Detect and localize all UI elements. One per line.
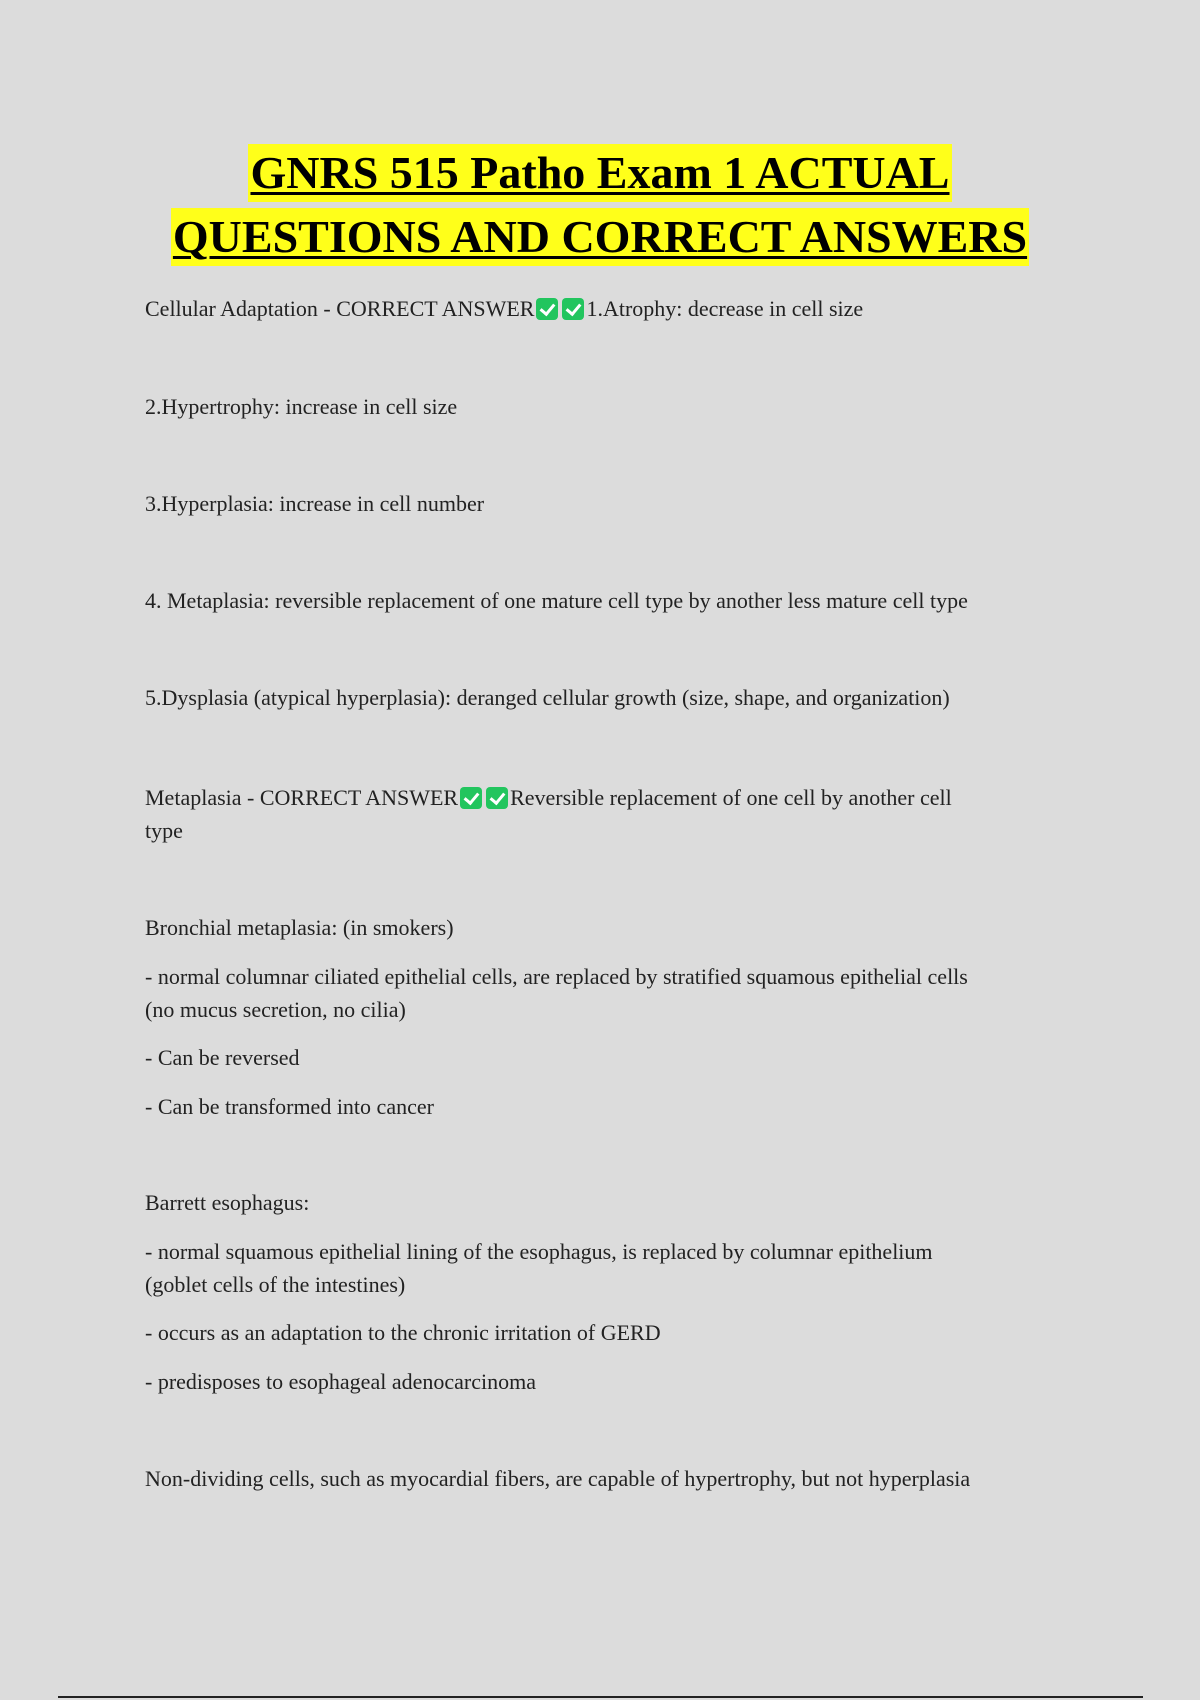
title-line-2: QUESTIONS AND CORRECT ANSWERS	[171, 208, 1029, 266]
barrett-point-1-cont: (goblet cells of the intestines)	[145, 1272, 406, 1297]
question-prefix: Metaplasia - CORRECT ANSWER	[145, 785, 459, 810]
check-mark-icon	[486, 787, 508, 809]
answer-item-4: 4. Metaplasia: reversible replacement of one mature cell type by another less mature cell type	[145, 588, 968, 613]
barrett-point-1: - normal squamous epithelial lining of the esophagus, is replaced by columnar epithelium	[145, 1239, 933, 1264]
bronchial-point-3: - Can be transformed into cancer	[145, 1094, 434, 1119]
answer-text: 1.Atrophy: decrease in cell size	[586, 296, 864, 321]
barrett-heading: Barrett esophagus:	[145, 1190, 310, 1215]
bronchial-point-2: - Can be reversed	[145, 1045, 300, 1070]
check-mark-icon	[562, 298, 584, 320]
bronchial-point-1: - normal columnar ciliated epithelial cells, are replaced by stratified squamous epithelial cells	[145, 964, 968, 989]
check-mark-icon	[460, 787, 482, 809]
bronchial-heading: Bronchial metaplasia: (in smokers)	[145, 915, 454, 940]
bronchial-point-1-cont: (no mucus secretion, no cilia)	[145, 997, 406, 1022]
answer-item-5: 5.Dysplasia (atypical hyperplasia): deranged cellular growth (size, shape, and organization)	[145, 685, 950, 710]
metaplasia-question	[145, 781, 1075, 814]
title-line-1: GNRS 515 Patho Exam 1 ACTUAL	[248, 144, 951, 202]
answer-item-2: 2.Hypertrophy: increase in cell size	[145, 394, 458, 419]
cellular-adaptation-question	[145, 292, 1075, 325]
answer-item-3: 3.Hyperplasia: increase in cell number	[145, 491, 485, 516]
non-dividing-note: Non-dividing cells, such as myocardial fibers, are capable of hypertrophy, but not hyperplasia	[145, 1466, 971, 1491]
document-title	[140, 144, 1060, 272]
answer-text-continued: type	[145, 818, 183, 843]
answer-text: Reversible replacement of one cell by another cell	[510, 785, 952, 810]
barrett-point-2: - occurs as an adaptation to the chronic irritation of GERD	[145, 1320, 661, 1345]
barrett-point-3: - predisposes to esophageal adenocarcinoma	[145, 1369, 536, 1394]
question-prefix: Cellular Adaptation - CORRECT ANSWER	[145, 296, 535, 321]
check-mark-icon	[536, 298, 558, 320]
footer-divider	[58, 1696, 1143, 1698]
